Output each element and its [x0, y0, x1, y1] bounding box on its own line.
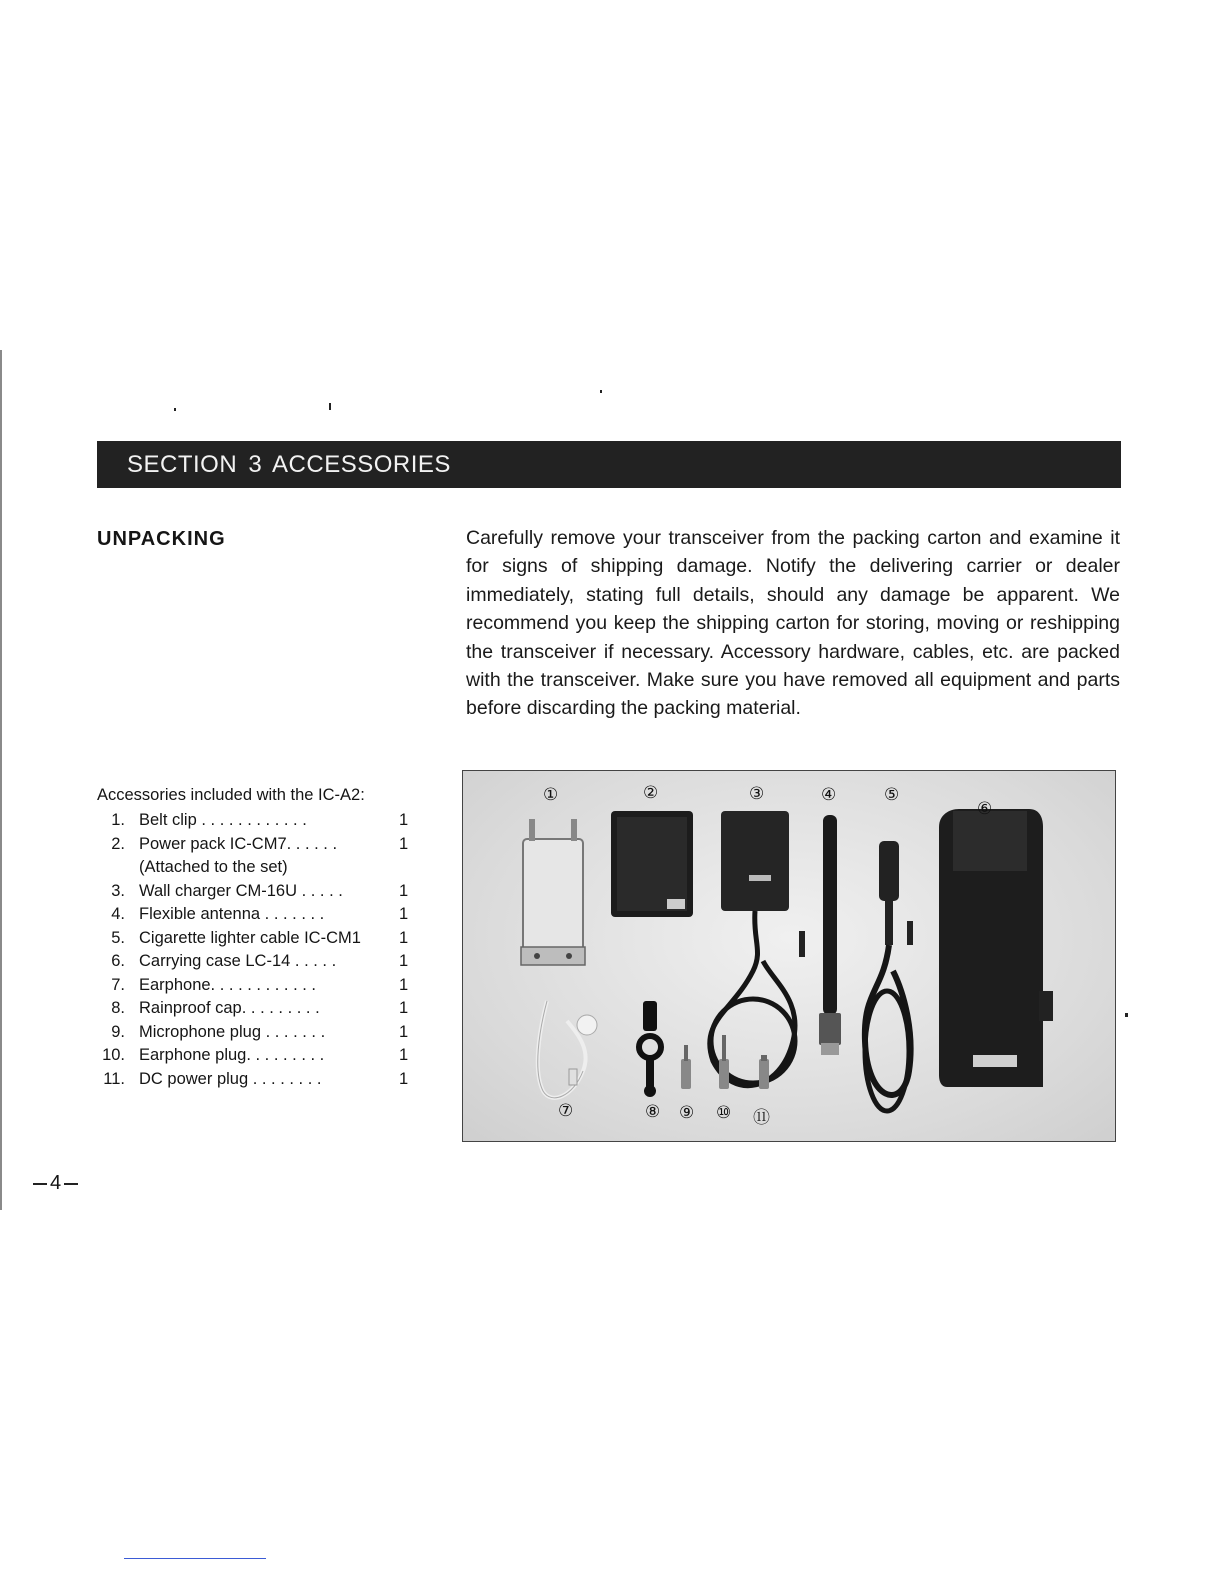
dash-left — [33, 1183, 47, 1185]
item-number: 11. — [103, 1069, 125, 1088]
item-name: Carrying case LC-14 . . . . . — [139, 952, 337, 970]
item-name: Cigarette lighter cable IC-CM1 — [139, 928, 361, 947]
callout-10: ⑩ — [716, 1103, 732, 1123]
list-item — [97, 856, 413, 880]
page-number-value: 4 — [50, 1172, 62, 1194]
earphone-icon — [538, 1001, 597, 1098]
callout-11: ⑪ — [753, 1108, 770, 1128]
item-number: 8. — [111, 999, 125, 1017]
item-number: 4. — [111, 905, 125, 923]
item-quantity: 1 — [399, 952, 409, 970]
section-header-bar — [97, 441, 1121, 488]
callout-2: ② — [643, 783, 659, 803]
list-item — [97, 833, 413, 857]
section-title: SECTION 3 ACCESSORIES — [127, 451, 451, 478]
earphone-plug-icon — [719, 1035, 729, 1089]
scan-speck — [600, 390, 602, 393]
page-number — [30, 1172, 81, 1195]
item-quantity: 1 — [399, 881, 409, 900]
callout-3: ③ — [749, 784, 765, 804]
item-name: DC power plug . . . . . . . . — [139, 1069, 322, 1088]
item-name: Microphone plug . . . . . . . — [139, 1022, 326, 1041]
power-pack-icon — [611, 811, 693, 917]
item-number: 9. — [111, 1022, 125, 1041]
list-item — [97, 903, 413, 927]
item-quantity: 1 — [399, 1022, 409, 1041]
rainproof-cap-icon — [639, 1001, 661, 1097]
callout-7: ⑦ — [558, 1101, 574, 1121]
unpacking-paragraph: Carefully remove your transceiver from the packing carton and examine it for signs of shipping damage. Notify the delivering carrier or dealer immediately, stating full details, should any damage be apparent. We recommend you keep the shipping carton for storing, moving or reshipping the transceiver if necessary. Accessory hardware, cables, etc. are packed with the transceiver. Make sure you have removed all equipment and parts before discarding the packing material. — [466, 527, 1120, 720]
callout-9: ⑨ — [679, 1103, 695, 1123]
list-item — [97, 809, 413, 833]
accessories-intro: Accessories included with the IC-A2: — [97, 786, 365, 804]
item-name: Power pack IC-CM7. . . . . . — [139, 834, 338, 853]
item-number: 7. — [111, 975, 125, 994]
item-name: Wall charger CM-16U . . . . . — [139, 881, 343, 900]
scan-speck — [174, 408, 176, 411]
item-number: 3. — [111, 881, 125, 900]
item-number: 5. — [111, 928, 125, 947]
accessories-illustration — [463, 771, 1116, 1142]
list-item — [97, 997, 413, 1021]
item-quantity: 1 — [399, 834, 409, 853]
scan-edge-rule — [0, 350, 2, 1210]
item-number: 6. — [111, 952, 125, 970]
list-item — [97, 974, 413, 998]
list-item — [97, 950, 413, 974]
list-item — [97, 1044, 413, 1068]
item-name: Rainproof cap. . . . . . . . . — [139, 999, 320, 1017]
item-name: Flexible antenna . . . . . . . — [139, 905, 325, 923]
microphone-plug-icon — [681, 1045, 691, 1089]
list-item — [97, 1021, 413, 1045]
item-quantity: 1 — [399, 928, 409, 947]
scan-speck — [1125, 1013, 1128, 1017]
item-quantity: 1 — [399, 905, 409, 923]
accessories-photo — [462, 770, 1116, 1142]
item-number: 10. — [102, 1046, 125, 1064]
carrying-case-icon — [939, 809, 1053, 1087]
scan-speck — [329, 403, 331, 410]
list-item — [97, 927, 413, 951]
item-name: Earphone. . . . . . . . . . . . — [139, 975, 316, 994]
cigarette-lighter-cable-icon — [865, 841, 913, 1111]
item-quantity: 1 — [399, 811, 409, 829]
callout-4: ④ — [821, 785, 837, 805]
item-name: (Attached to the set) — [139, 858, 288, 876]
unpacking-heading: UNPACKING — [97, 528, 226, 550]
belt-clip-icon — [521, 819, 585, 965]
item-quantity: 1 — [399, 1046, 409, 1064]
list-item — [97, 880, 413, 904]
list-item — [97, 1068, 413, 1092]
item-number: 2. — [111, 834, 125, 853]
item-name: Earphone plug. . . . . . . . . — [139, 1046, 325, 1064]
dc-power-plug-icon — [759, 1055, 769, 1089]
callout-8: ⑧ — [645, 1102, 661, 1122]
footer-rule — [124, 1558, 266, 1559]
item-quantity: 1 — [399, 999, 409, 1017]
item-quantity: 1 — [399, 975, 409, 994]
accessories-list — [97, 809, 413, 1091]
item-quantity: 1 — [399, 1069, 409, 1088]
callout-5: ⑤ — [884, 785, 900, 805]
item-number: 1. — [111, 811, 125, 829]
flexible-antenna-icon — [819, 815, 841, 1055]
item-name: Belt clip . . . . . . . . . . . . — [139, 811, 307, 829]
dash-right — [64, 1183, 78, 1185]
callout-1: ① — [543, 785, 559, 805]
callout-6: ⑥ — [977, 799, 993, 819]
